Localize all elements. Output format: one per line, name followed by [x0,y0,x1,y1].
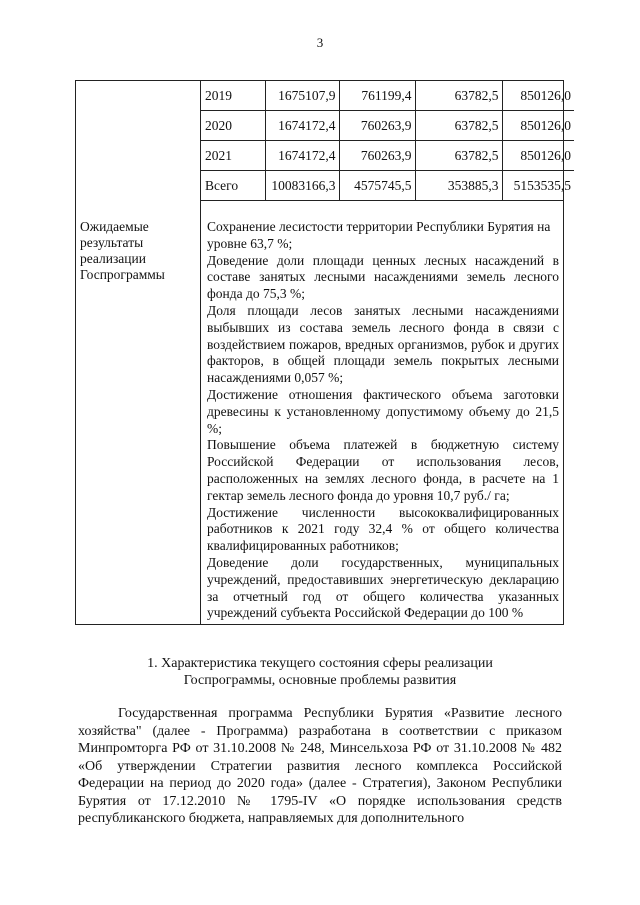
program-passport-table [75,80,571,625]
table-row [201,111,574,141]
year-cell: 2021 [201,141,265,171]
total-label-cell: Всего [201,171,265,201]
table-row [201,141,574,171]
result-item: Доведение доли государственных, муниципальных учреждений, предоставивших энергетическую декларацию за отчетный год от общего количества указанных учреждений субъекта Российской Федерации до 100 % [207,554,559,621]
value-cell: 760263,9 [339,141,415,171]
value-cell: 353885,3 [415,171,502,201]
label-line: Ожидаемые [80,219,149,234]
result-item: Повышение объема платежей в бюджетную систему Российской Федерации от использования лесов, расположенных на землях лесного фонда, в расчете на 1 гектар земель лесного фонда до уровня 10,7 руб./ га; [207,437,559,503]
result-item: Сохранение лесистости территории Республики Бурятия на уровне 63,7 %; [207,219,551,251]
result-item: Достижение численности высококвалифицированных работников к 2021 году 32,4 % от общего количества квалифицированных работников; [207,504,559,554]
section-heading [0,655,640,689]
heading-line: Госпрограммы, основные проблемы развития [183,673,457,688]
expected-results-label [76,81,201,625]
value-cell: 1674172,4 [265,141,339,171]
value-cell: 761199,4 [339,81,415,111]
value-cell: 63782,5 [415,81,502,111]
value-cell: 850126,0 [502,81,574,111]
label-line: Госпрограммы [80,267,165,282]
table-row [201,171,574,201]
year-cell: 2020 [201,111,265,141]
value-cell: 850126,0 [502,111,574,141]
value-cell: 5153535,5 [502,171,574,201]
result-item: Доля площади лесов занятых лесными насаждениями выбывших из состава земель лесного фонда в связи с воздействием пожаров, вредных организмов, рубок и других факторов, в общей площади земель покрытых лесными насаждениями 0,057 %; [207,302,559,386]
value-cell: 850126,0 [502,141,574,171]
result-item: Доведение доли площади ценных лесных насаждений в составе занятых лесными насаждениями земель лесного фонда до 75,3 %; [207,252,559,302]
value-cell: 1674172,4 [265,111,339,141]
result-item: Достижение отношения фактического объема заготовки древесины к установленному допустимому объему до 21,5 %; [207,386,559,436]
value-cell: 63782,5 [415,141,502,171]
label-line: результаты [80,235,144,250]
value-cell: 63782,5 [415,111,502,141]
label-line: реализации [80,251,146,266]
value-cell: 4575745,5 [339,171,415,201]
content-cell [201,81,571,625]
page-number: 3 [316,35,324,50]
table-row [201,81,574,111]
expected-results-list [201,200,563,624]
body-paragraph: Государственная программа Республики Бурятия «Развитие лесного хозяйства" (далее - Программа) разработана в соответствии с приказом Минпромторга РФ от 31.10.2008 № 248, Минсельхоза РФ от 31.10.2008 № 482 «Об утверждении Стратегии развития лесного комплекса Российской Федерации на период до 2020 года» (далее - Стратегия), Законом Республики Бурятия от 17.12.2010 № 1795-IV «О порядке использования средств республиканского бюджета, направляемых для дополнительного [78,706,562,826]
heading-line: 1. Характеристика текущего состояния сферы реализации [147,656,493,671]
year-cell: 2019 [205,87,232,103]
value-cell: 10083166,3 [265,171,339,201]
value-cell: 760263,9 [339,111,415,141]
funding-table [201,81,574,200]
value-cell: 1675107,9 [265,81,339,111]
